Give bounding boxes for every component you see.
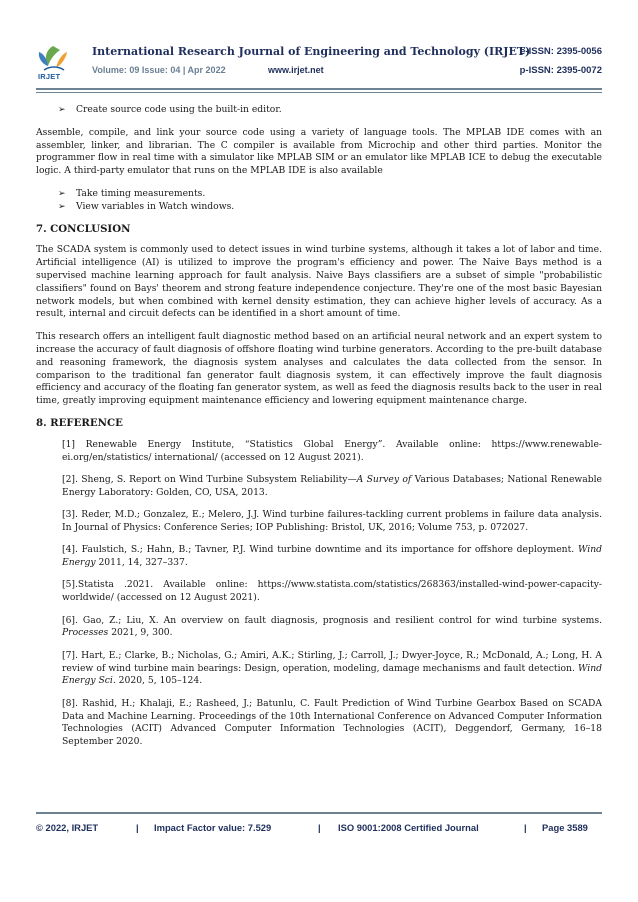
arrow-bullet-icon: ➢ <box>58 105 66 115</box>
bullet-text: Create source code using the built-in editor. <box>76 104 282 115</box>
reference-item: [3]. Reder, M.D.; Gonzalez, E.; Melero, J.J. Wind turbine failures-tackling current problems in failure data analysis. In Journal of Physics: Conference Series; IOP Publishing: Bristol, UK, 2016; Volume 753, p. 072027. <box>62 509 602 533</box>
volume-issue: Volume: 09 Issue: 04 | Apr 2022 <box>92 65 226 75</box>
reference-item: [7]. Hart, E.; Clarke, B.; Nicholas, G.; Amiri, A.K.; Stirling, J.; Carroll, J.; Dwyer-Joyce, R.; McDonald, A.; Long, H. A review of wind turbine main bearings: Design, operation, modeling, damage mechanisms and fault detection. Wind Energy Sci. 2020, 5, 105–124. <box>62 649 602 687</box>
footer-separator: | <box>136 822 139 833</box>
logo-text: IRJET <box>38 72 61 81</box>
reference-item: [2]. Sheng, S. Report on Wind Turbine Subsystem Reliability—A Survey of Various Databases; National Renewable Energy Laboratory: Golden, CO, USA, 2013. <box>62 473 602 498</box>
page-header <box>36 44 602 84</box>
paragraph: Assemble, compile, and link your source code using a variety of language tools. The MPLAB IDE comes with an assembler, linker, and librarian. The C compiler is available from Microchip and other third parties. Monitor the programmer flow in real time with a simulator like MPLAB SIM or an emulator like MPLAB ICE to debug the executable logic. A third-party emulator that runs on the MPLAB IDE is also available <box>36 126 602 177</box>
paragraph: This research offers an intelligent fault diagnostic method based on an artificial neural network and an expert system to increase the accuracy of fault diagnosis of offshore floating wind turbine generators. According to the pre-built database and reasoning framework, the diagnosis system analyses and calculates the data collected from the sensor. In comparison to the traditional fan generator fault diagnosis system, it can effectively improve the fault diagnosis efficiency and accuracy of the floating fan generator system, as well as feed the diagnosis results back to the user in real time, greatly improving equipment maintenance efficiency and lowering equipment maintenance charge. <box>36 331 602 407</box>
footer-rule <box>36 812 602 814</box>
copyright: © 2022, IRJET <box>36 822 99 833</box>
section-heading: 7. CONCLUSION <box>36 222 131 235</box>
journal-title: International Research Journal of Engineering and Technology (IRJET) <box>92 45 531 58</box>
reference-item: [5].Statista .2021. Available online: https://www.statista.com/statistics/268363/installed-wind-power-capacity-worldwide/ (accessed on 12 August 2021). <box>62 579 602 604</box>
footer-separator: | <box>524 822 527 833</box>
reference-item: [8]. Rashid, H.; Khalaji, E.; Rasheed, J.; Batunlu, C. Fault Prediction of Wind Turbine Gearbox Based on SCADA Data and Machine Learning. Proceedings of the 10th International Conference on Advanced Computer Information Technologies (ACIT) Advanced Computer Information Technologies (ACIT), Deggendorf, Germany, 16–18 September 2020. <box>62 697 602 748</box>
bullet-item <box>36 201 602 214</box>
reference-item: [4]. Faulstich, S.; Hahn, B.; Tavner, P.J. Wind turbine downtime and its importance for offshore deployment. Wind Energy 2011, 14, 327–337. <box>62 544 602 569</box>
bullet-text: View variables in Watch windows. <box>76 200 235 212</box>
e-issn: e-ISSN: 2395-0056 <box>520 46 602 57</box>
arrow-bullet-icon: ➢ <box>58 188 66 199</box>
reference-item: [6]. Gao, Z.; Liu, X. An overview on fault diagnosis, prognosis and resilient control for wind turbine systems. Processes 2021, 9, 300. <box>62 614 602 639</box>
reference-item: [1] Renewable Energy Institute, “Statistics Global Energy”. Available online: https://www.renewable-ei.org/en/statistics/ international/ (accessed on 12 August 2021). <box>62 438 602 463</box>
paragraph: The SCADA system is commonly used to detect issues in wind turbine systems, although it takes a lot of labor and time. Artificial intelligence (AI) is utilized to improve the program's efficiency and power. The Naive Bays method is a supervised machine learning approach for fault analysis. Naive Bays classifiers are a subset of simple "probabilistic classifiers" found on Bays' theorem and strong feature independence conjecture. They're one of the most basic Bayesian network models, but when combined with kernel density estimation, they can achieve higher levels of accuracy. As a result, internal and circuit defects can be identified in a short amount of time. <box>36 244 602 320</box>
page-number: Page 3589 <box>542 822 588 833</box>
website-link[interactable]: www.irjet.net <box>268 65 324 75</box>
p-issn: p-ISSN: 2395-0072 <box>519 65 602 76</box>
footer-separator: | <box>318 822 321 833</box>
header-rule-thin <box>36 92 602 93</box>
bullet-item <box>36 188 602 201</box>
reference-list <box>36 439 602 749</box>
section-heading: 8. REFERENCE <box>36 416 123 429</box>
iso-certification: ISO 9001:2008 Certified Journal <box>338 822 479 833</box>
arrow-bullet-icon: ➢ <box>58 201 66 212</box>
main-content <box>36 104 602 759</box>
header-rule <box>36 88 602 90</box>
bullet-item <box>36 104 602 117</box>
impact-factor: Impact Factor value: 7.529 <box>154 822 272 833</box>
bullet-text: Take timing measurements. <box>76 187 206 199</box>
